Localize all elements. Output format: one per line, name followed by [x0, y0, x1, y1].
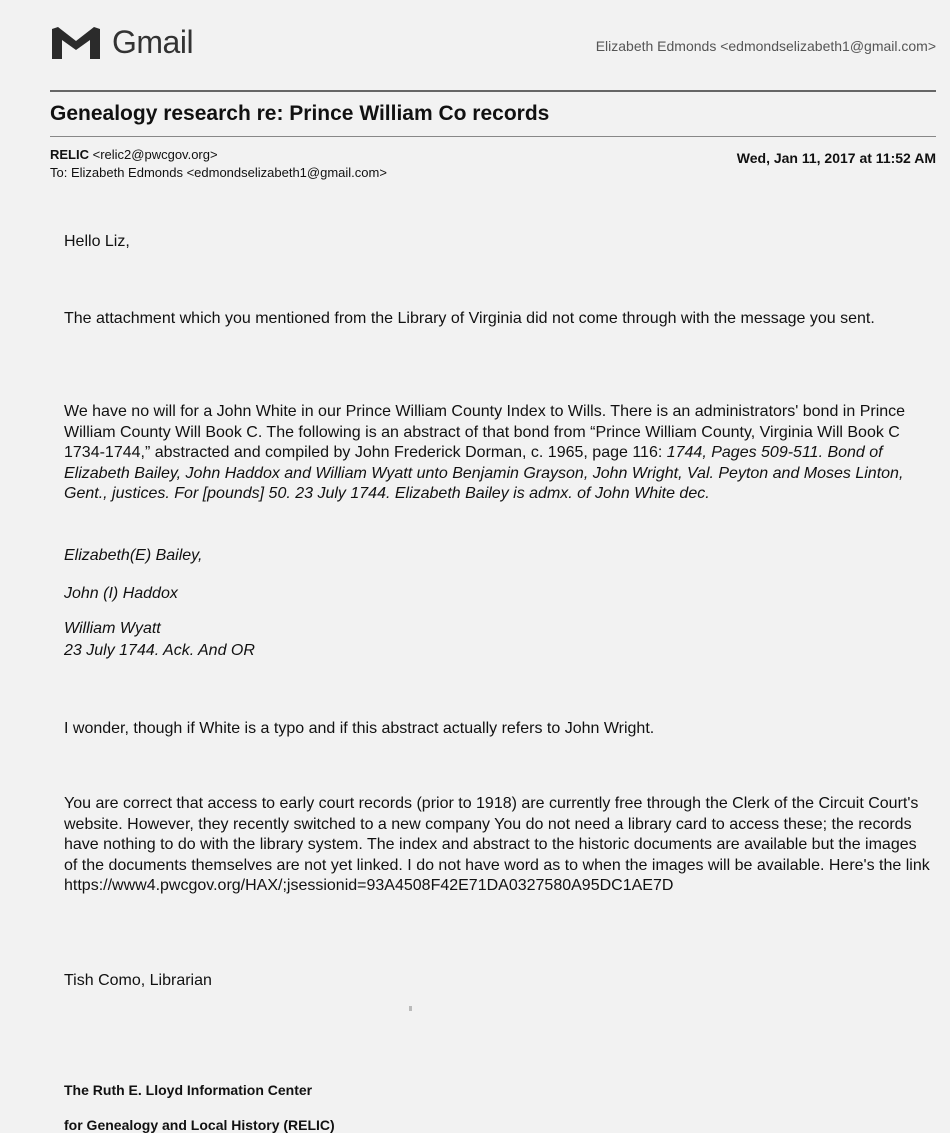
- gmail-logo[interactable]: [50, 24, 193, 61]
- greeting: Hello Liz,: [64, 233, 130, 250]
- email-date: Wed, Jan 11, 2017 at 11:52 AM: [736, 150, 936, 166]
- organization-line-2: for Genealogy and Local History (RELIC): [64, 1117, 335, 1133]
- signature-name: Tish Como, Librarian: [64, 972, 212, 989]
- paragraph-attachment: The attachment which you mentioned from the Library of Virginia did not come through with the message you sent.: [64, 310, 875, 327]
- scan-speck: [409, 1006, 412, 1011]
- recipient-line: To: Elizabeth Edmonds <edmondselizabeth1@gmail.com>: [50, 165, 387, 180]
- paragraph-typo-question: I wonder, though if White is a typo and if this abstract actually refers to John Wright.: [64, 720, 655, 737]
- gmail-logo-text: Gmail: [112, 24, 194, 60]
- paragraph-will-abstract: [64, 402, 930, 505]
- abstract-date-line: 23 July 1744. Ack. And OR: [64, 642, 255, 659]
- organization-line-1: The Ruth E. Lloyd Information Center: [64, 1082, 313, 1098]
- signatory-wyatt: William Wyatt: [64, 620, 161, 637]
- gmail-m-icon: [50, 25, 102, 61]
- email-subject: Genealogy research re: Prince William Co records: [50, 102, 550, 125]
- account-email[interactable]: Elizabeth Edmonds <edmondselizabeth1@gmail.com>: [595, 38, 936, 54]
- signatory-bailey: Elizabeth(E) Bailey,: [64, 547, 203, 564]
- abstract-intro: We have no will for a John White in our Prince William County Index to Wills. There is an administrators' bond in Prince William County Will Book C. The following is an abstract of that bond from “Prince William County, Virginia Will Book C 1734-1744,” abstracted and compiled by John Frederick Dorman, c. 1965, page 116:: [64, 403, 906, 461]
- signatory-haddox: John (I) Haddox: [64, 585, 178, 602]
- header-divider: [50, 90, 936, 92]
- gmail-header: [0, 0, 950, 80]
- sender-email: <relic2@pwcgov.org>: [92, 147, 218, 162]
- sender-line: [50, 147, 218, 162]
- abstract-quote: 1744, Pages 509-511. Bond of Elizabeth Bailey, John Haddox and William Wyatt unto Benjamin Grayson, John Wright, Val. Peyton and Moses Linton, Gent., justices. For [pounds] 50. 23 July 1744. Elizabeth Bailey is admx. of John White dec.: [64, 444, 904, 502]
- subject-divider: [50, 136, 936, 137]
- sender-name: RELIC: [50, 147, 89, 162]
- paragraph-court-records: You are correct that access to early court records (prior to 1918) are currently free through the Clerk of the Circuit Court's website. However, they recently switched to a new company You do not need a library card to access these; the records have nothing to do with the library system. The index and abstract to the historic documents are available but the images of the documents themselves are not yet linked. I do not have word as to when the images will be available. Here's the link https://www4.pwcgov.org/HAX/;jsessionid=93A4508F42E71DA0327580A95DC1AE7D: [64, 795, 930, 894]
